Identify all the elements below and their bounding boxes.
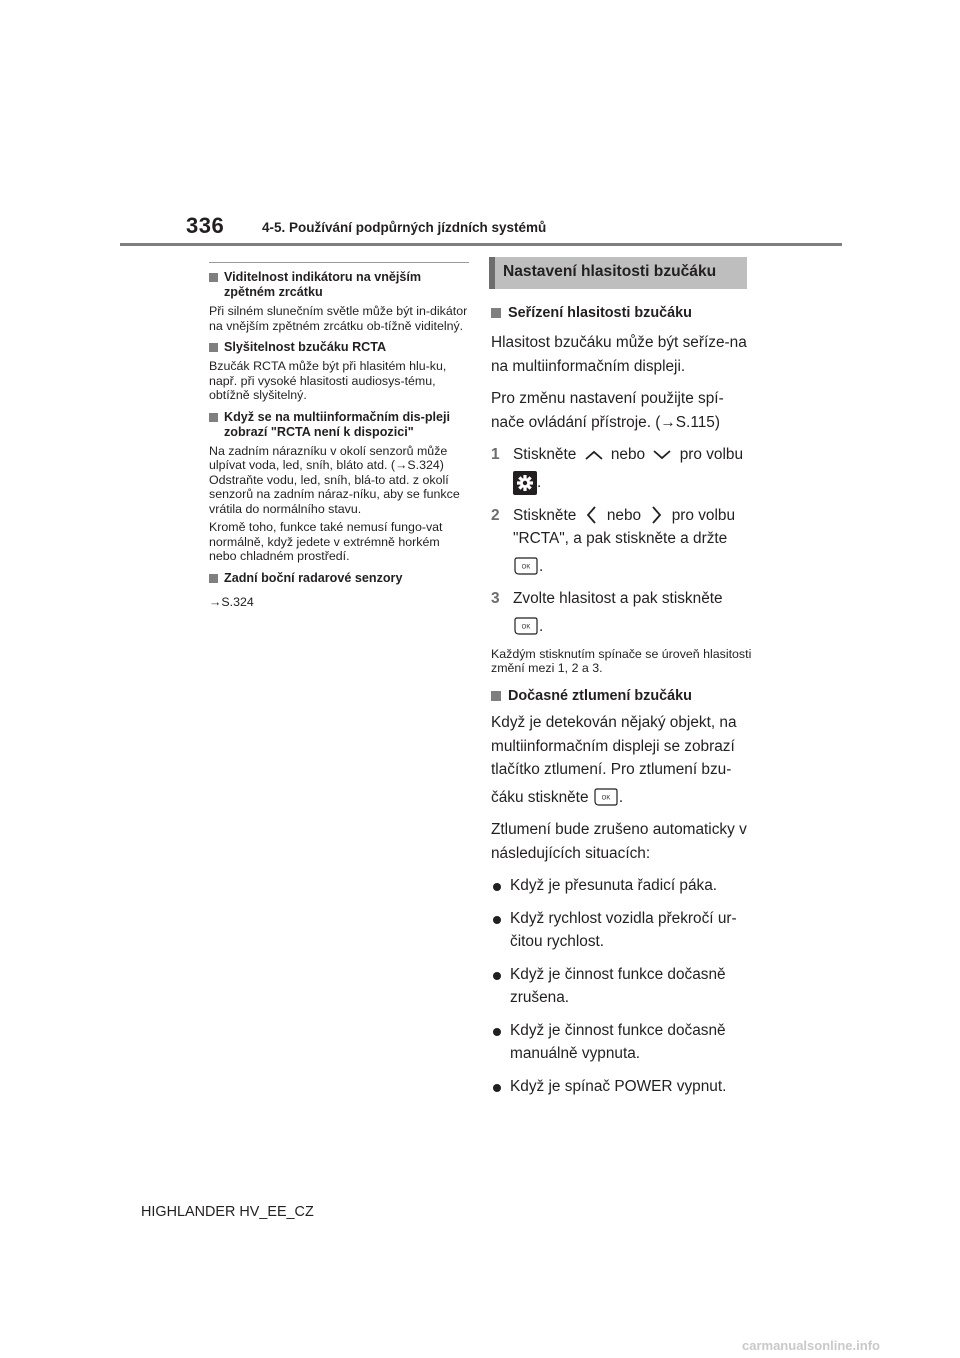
bullet-dot <box>493 1084 501 1092</box>
step-text: nebo <box>610 446 646 463</box>
chevron-left-icon <box>581 504 603 526</box>
text-rcta-unavailable-1: Na zadním nárazníku v okolí senzorů může ulpívat voda, led, sníh, bláto atd. (→S.324) Odstraňte vodu, led, sníh, blá-to atd. z okolí senzorů na zadním náraz-níku, aby se funkce vrátila do normálního stavu. <box>209 443 460 516</box>
list-item <box>491 1075 753 1099</box>
heading-radar-sensors: Zadní boční radarové senzory <box>209 571 469 586</box>
bullet-dot <box>493 916 501 924</box>
step-2-icon-line <box>513 555 753 579</box>
step-text: "RCTA", a pak stiskněte a držte <box>513 530 728 547</box>
text-indicator-visibility: Při silném slunečním světle může být in-dikátor na vnějším zpětném zrcátku ob-tížně viditelný. <box>209 304 468 333</box>
list-item <box>491 963 753 1010</box>
step-text: nebo <box>606 506 642 524</box>
step-text: pro volbu <box>671 506 736 524</box>
mute-text: . <box>618 788 624 806</box>
step-number: 2 <box>491 506 500 524</box>
banner-edge <box>489 257 495 289</box>
section-banner <box>489 257 747 289</box>
text-temporary-mute <box>491 711 753 809</box>
heading-temporary-mute: Dočasné ztlumení bzučáku <box>491 687 753 705</box>
list-item <box>491 1019 753 1066</box>
list-item-text: Když je činnost funkce dočasně manuálně vypnuta. <box>510 1021 726 1062</box>
heading-buzzer-audibility: Slyšitelnost bzučáku RCTA <box>209 340 469 355</box>
step-text: Stiskněte <box>513 506 577 524</box>
section-title: 4-5. Používání podpůrných jízdních systémů <box>262 220 547 235</box>
text-volume-adjust: Hlasitost bzučáku může být seříze-na na multiinformačním displeji. <box>491 334 747 375</box>
step-3-icon-line <box>513 615 753 639</box>
list-item <box>491 874 753 898</box>
step-text: . <box>539 617 544 635</box>
step-3 <box>491 587 753 638</box>
list-item-text: Když je spínač POWER vypnut. <box>510 1077 727 1095</box>
step-text: pro volbu <box>679 446 744 463</box>
chevron-right-icon <box>645 504 667 526</box>
list-item <box>491 907 753 954</box>
bullet-dot <box>493 883 501 891</box>
link-radar-sensors[interactable]: →S.324 <box>209 594 254 609</box>
mute-text: Když je detekován nějaký objekt, na multiinformačním displeji se zobrazí tlačítko ztlumení. Pro ztlumení bzu- <box>491 714 737 778</box>
step-1 <box>491 443 753 495</box>
step-text: Zvolte hlasitost a pak stiskněte <box>513 590 723 607</box>
header-rule <box>120 243 842 246</box>
svg-text:OK: OK <box>601 795 611 802</box>
ok-button-icon <box>513 616 539 636</box>
list-item-text: Když rychlost vozidla překročí ur-čitou rychlost. <box>510 909 737 950</box>
bullet-dot <box>493 972 501 980</box>
svg-text:OK: OK <box>521 624 531 631</box>
ok-button-icon <box>593 787 619 807</box>
ok-button-icon <box>513 556 539 576</box>
watermark: carmanualsonline.info <box>742 1338 880 1353</box>
heading-volume-adjust: Seřízení hlasitosti bzučáku <box>491 304 753 322</box>
page-number: 336 <box>186 213 225 238</box>
text-rcta-unavailable-2: Kromě toho, funkce také nemusí fungo-vat normálně, když jedete v extrémně horkém nebo chladném prostředí. <box>209 520 443 563</box>
banner-title: Nastavení hlasitosti bzučáku <box>503 263 717 280</box>
right-column <box>491 296 753 1098</box>
list-item-text: Když je přesunuta řadicí páka. <box>510 877 718 894</box>
step-text: . <box>539 557 544 575</box>
heading-rcta-unavailable: Když se na multiinformačním dis-pleji zobrazí "RCTA není k dispozici" <box>209 410 469 440</box>
chevron-up-icon <box>581 447 607 463</box>
svg-text:OK: OK <box>521 564 531 571</box>
chevron-down-icon <box>649 447 675 463</box>
step-number: 1 <box>491 446 500 463</box>
step-2 <box>491 504 753 579</box>
left-column <box>209 262 469 609</box>
step-number: 3 <box>491 590 500 607</box>
footer-model: HIGHLANDER HV_EE_CZ <box>141 1204 314 1220</box>
step-text: Stiskněte <box>513 446 577 463</box>
gear-icon <box>513 471 537 495</box>
bullet-dot <box>493 1028 501 1036</box>
step-1-icon-line <box>513 471 753 495</box>
column-top-rule <box>209 262 469 263</box>
text-change-setting: Pro změnu nastavení použijte spí-nače ovládání přístroje. (→S.115) <box>491 390 724 431</box>
heading-indicator-visibility: Viditelnost indikátoru na vnějším zpětném zrcátku <box>209 270 469 300</box>
list-item-text: Když je činnost funkce dočasně zrušena. <box>510 965 726 1006</box>
text-buzzer-audibility: Bzučák RCTA může být při hlasitém hlu-ku, např. při vysoké hlasitosti audiosys-tému, obtížně slyšitelný. <box>209 359 447 402</box>
mute-text: čáku stiskněte <box>491 788 589 806</box>
text-mute-cancel: Ztlumení bude zrušeno automaticky v následujících situacích: <box>491 821 747 862</box>
volume-note: Každým stisknutím spínače se úroveň hlasitosti změní mezi 1, 2 a 3. <box>491 647 752 675</box>
step-text: . <box>537 473 542 491</box>
